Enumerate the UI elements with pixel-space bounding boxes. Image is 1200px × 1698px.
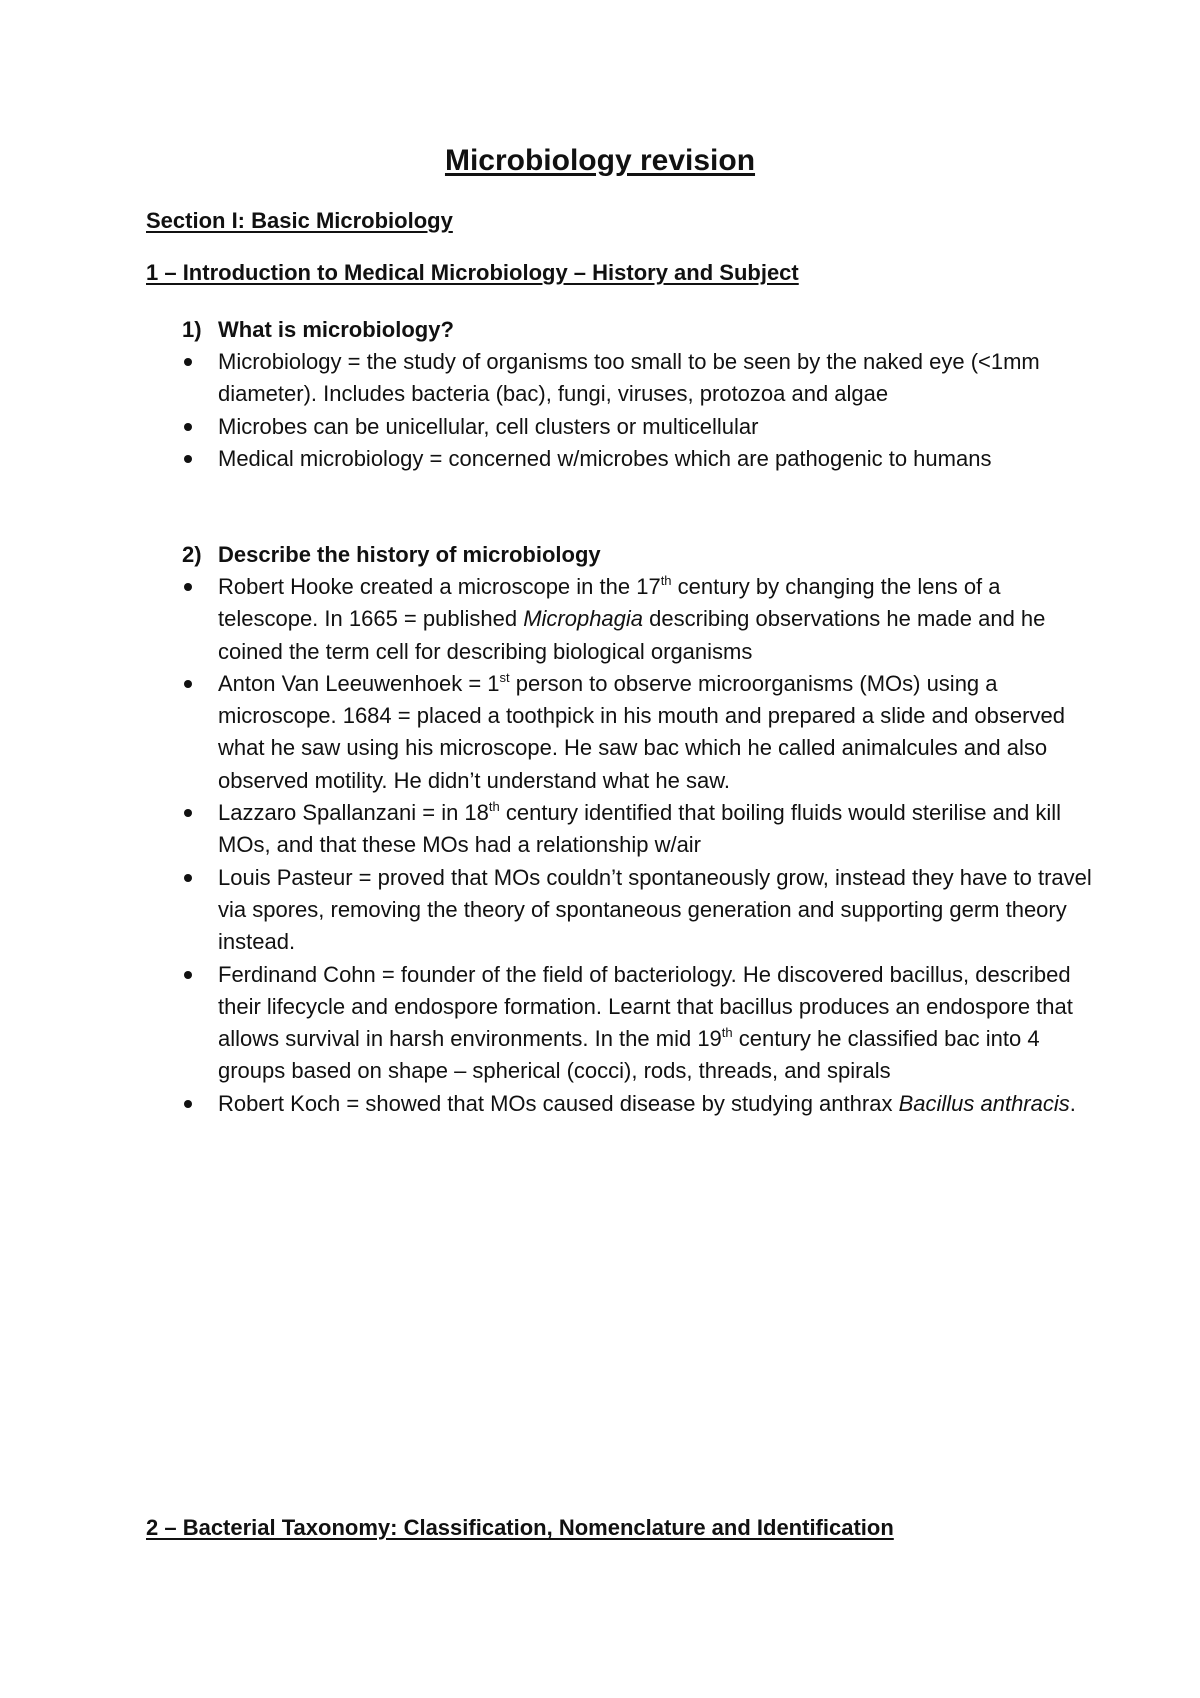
list-item-text: Robert Hooke created a microscope in the 17th century by changing the lens of a telescope. In 1665 = published Microphagia describing observations he made and he coined the term cell for describing biological organisms xyxy=(218,573,1046,664)
list-item xyxy=(182,411,1098,443)
question-text: Describe the history of microbiology xyxy=(218,542,601,567)
question-block xyxy=(182,539,1092,1120)
list-item xyxy=(182,668,1098,797)
list-item-text: Medical microbiology = concerned w/microbes which are pathogenic to humans xyxy=(218,445,992,471)
list-item-text: Louis Pasteur = proved that MOs couldn’t spontaneously grow, instead they have to travel via spores, removing the theory of spontaneous generation and supporting germ theory instead. xyxy=(218,864,1092,955)
bullet-list xyxy=(182,346,1082,475)
bullet-icon xyxy=(184,971,192,979)
list-item-text: Microbiology = the study of organisms too small to be seen by the naked eye (<1mm diameter). Includes bacteria (bac), fungi, viruses, protozoa and algae xyxy=(218,349,1040,407)
chapter-heading: 2 – Bacterial Taxonomy: Classification, Nomenclature and Identification xyxy=(146,1515,894,1540)
list-item-text: Anton Van Leeuwenhoek = 1st person to observe microorganisms (MOs) using a microscope. 1684 = placed a toothpick in his mouth and prepared a slide and observed what he saw using his microscope. He saw bac which he called animalcules and also observed motility. He didn’t understand what he saw. xyxy=(218,669,1065,793)
bullet-icon xyxy=(184,583,192,591)
bullet-icon xyxy=(184,455,192,463)
list-item xyxy=(182,959,1098,1088)
list-item-text: Microbes can be unicellular, cell clusters or multicellular xyxy=(218,413,759,439)
question-number: 2) xyxy=(182,542,202,567)
question-heading xyxy=(182,314,1082,346)
bullet-icon xyxy=(184,1100,192,1108)
question-heading xyxy=(182,539,1082,571)
list-item xyxy=(182,443,1098,475)
list-item xyxy=(182,571,1098,668)
list-item-text: Lazzaro Spallanzani = in 18th century identified that boiling fluids would sterilise and kill MOs, and that these MOs had a relationship w/air xyxy=(218,799,1062,858)
bullet-icon xyxy=(184,874,192,882)
chapter-heading: 1 – Introduction to Medical Microbiology – History and Subject xyxy=(146,260,799,285)
bullet-icon xyxy=(184,680,192,688)
list-item xyxy=(182,862,1098,959)
question-text: What is microbiology? xyxy=(218,317,454,342)
list-item-text: Ferdinand Cohn = founder of the field of bacteriology. He discovered bacillus, described their lifecycle and endospore formation. Learnt that bacillus produces an endospore that allows survival in harsh environments. In the mid 19th century he classified bac into 4 groups based on shape – spherical (cocci), rods, threads, and spirals xyxy=(218,961,1073,1084)
list-item xyxy=(182,797,1098,862)
list-item-text: Robert Koch = showed that MOs caused disease by studying anthrax Bacillus anthracis. xyxy=(218,1090,1076,1116)
section-heading: Section I: Basic Microbiology xyxy=(146,208,453,233)
bullet-list xyxy=(182,571,1092,1120)
bullet-icon xyxy=(184,358,192,366)
question-number: 1) xyxy=(182,317,202,342)
bullet-icon xyxy=(184,809,192,817)
list-item xyxy=(182,346,1098,411)
question-block xyxy=(182,314,1082,475)
list-item xyxy=(182,1088,1098,1120)
page-title: Microbiology revision xyxy=(444,144,756,177)
bullet-icon xyxy=(184,423,192,431)
